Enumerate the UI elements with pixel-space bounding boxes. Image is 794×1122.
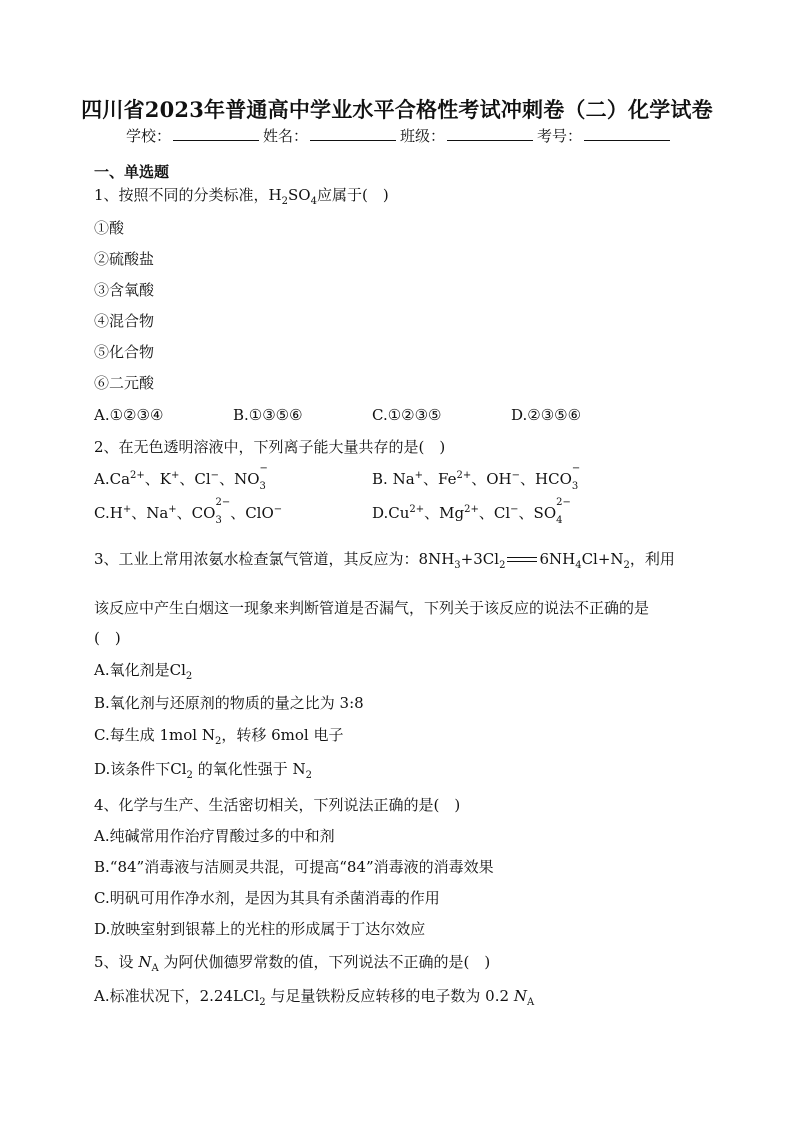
q1-option-6: ⑥二元酸 <box>94 374 155 392</box>
class-blank[interactable] <box>447 126 533 141</box>
q3-choice-c-text-a: C.每生成 1mol <box>94 726 198 744</box>
q3-choice-d-text-b: 的氧化性强于 <box>197 760 288 778</box>
class-label: 班级： <box>400 127 446 145</box>
q2-choice-a[interactable]: $A.Ca^{2+}$、K+、Cl−、NO − 3 <box>94 463 268 492</box>
q3-choice-b[interactable]: B.氧化剂与还原剂的物质的量之比为 3:8 <box>94 694 364 712</box>
q1-option-5: ⑤化合物 <box>94 343 155 361</box>
q4-choice-b[interactable]: B.“84”消毒液与洁厕灵共混，可提高“84”消毒液的消毒效果 <box>94 858 494 876</box>
q2-choice-d-label: D. <box>372 504 389 522</box>
q3-stem-text-b: ，利用 <box>629 550 675 568</box>
q3-stem-line-2: 该反应中产生白烟这一现象来判断管道是否漏气，下列关于该反应的说法不正确的是 <box>94 599 650 617</box>
q1-option-2: ②硫酸盐 <box>94 250 155 268</box>
student-info-row <box>126 125 674 146</box>
q1-choice-b[interactable]: B.①③⑤⑥ <box>233 406 303 424</box>
q3-equation: $8NH_3+3Cl_2$ $6NH_4Cl+N_2$ <box>418 550 630 571</box>
school-blank[interactable] <box>173 126 259 141</box>
q1-choice-d[interactable]: D.②③⑤⑥ <box>511 406 582 424</box>
q3-choice-d[interactable]: D.该条件下$Cl_2$ 的氧化性强于 $N_2$ <box>94 760 312 781</box>
section-heading: 一、单选题 <box>94 163 170 181</box>
q2-choice-b[interactable]: B. Na+、$Fe^{2+}$、OH−、HCO − 3 <box>372 463 581 492</box>
q2-choice-d[interactable]: $D.Cu^{2+}$、$Mg^{2+}$、Cl−、SO 2− 4 <box>372 497 571 526</box>
q3-choice-c-text-b: ，转移 6mol 电子 <box>221 726 344 744</box>
page-title: 四川省2023年普通高中学业水平合格性考试冲刺卷（二）化学试卷 <box>81 97 713 122</box>
q3-stem-line-3: ( ) <box>94 629 121 647</box>
q2-choice-c-label: C. <box>94 504 110 522</box>
q1-choice-a[interactable]: A.①②③④ <box>94 406 164 424</box>
q2-choice-c[interactable]: C.H+、Na+、CO 2− 3 、ClO− <box>94 497 283 526</box>
q4-choice-c[interactable]: C.明矾可用作净水剂，是因为其具有杀菌消毒的作用 <box>94 889 440 907</box>
q1-stem-text-a: 1、按照不同的分类标准， <box>94 186 269 204</box>
q5-choice-a-text-b: 与足量铁粉反应转移的电子数为 0.2 <box>270 987 510 1005</box>
q4-stem: 4、化学与生产、生活密切相关，下列说法正确的是( ) <box>94 796 461 814</box>
q5-choice-a-text-a: A.标准状况下，2.24L <box>94 987 243 1005</box>
q1-option-1: ①酸 <box>94 219 125 237</box>
q3-choice-a-text: A.氧化剂是 <box>94 661 170 679</box>
q5-stem: 5、设 $N_A$ 为阿伏伽德罗常数的值，下列说法不正确的是( ) <box>94 953 491 974</box>
q5-stem-text-b: 为阿伏伽德罗常数的值，下列说法不正确的是( ) <box>163 953 491 971</box>
q5-stem-text-a: 5、设 <box>94 953 134 971</box>
q3-choice-c[interactable]: C.每生成 1mol $N_2$，转移 6mol 电子 <box>94 726 344 747</box>
q1-option-3: ③含氧酸 <box>94 281 155 299</box>
q1-choice-c[interactable]: C.①②③⑤ <box>372 406 442 424</box>
number-label: 考号： <box>537 127 583 145</box>
q3-stem-line-1 <box>94 549 675 569</box>
number-blank[interactable] <box>584 126 670 141</box>
q1-option-4: ④混合物 <box>94 312 155 330</box>
q2-choice-b-label: B. <box>372 470 388 488</box>
q1-stem <box>94 185 389 205</box>
name-blank[interactable] <box>310 126 396 141</box>
q5-choice-a[interactable]: A.标准状况下，2.24LCl$_2$ 与足量铁粉反应转移的电子数为 0.2 $N_A$ <box>94 987 535 1008</box>
q1-stem-text-b: 应属于( ) <box>316 186 389 204</box>
q1-formula: $H_2SO_4$ <box>268 186 317 207</box>
q2-stem: 2、在无色透明溶液中，下列离子能大量共存的是( ) <box>94 438 446 456</box>
q4-choice-a[interactable]: A.纯碱常用作治疗胃酸过多的中和剂 <box>94 827 335 845</box>
q3-choice-a[interactable]: A.氧化剂是$Cl_2$ <box>94 661 193 682</box>
school-label: 学校： <box>126 127 172 145</box>
q2-choice-a-label: A. <box>94 470 110 488</box>
q4-choice-d[interactable]: D.放映室射到银幕上的光柱的形成属于丁达尔效应 <box>94 920 426 938</box>
name-label: 姓名： <box>263 127 309 145</box>
q3-choice-d-text-a: D.该条件下 <box>94 760 171 778</box>
q3-stem-text-a: 3、工业上常用浓氨水检查氯气管道，其反应为： <box>94 550 419 568</box>
